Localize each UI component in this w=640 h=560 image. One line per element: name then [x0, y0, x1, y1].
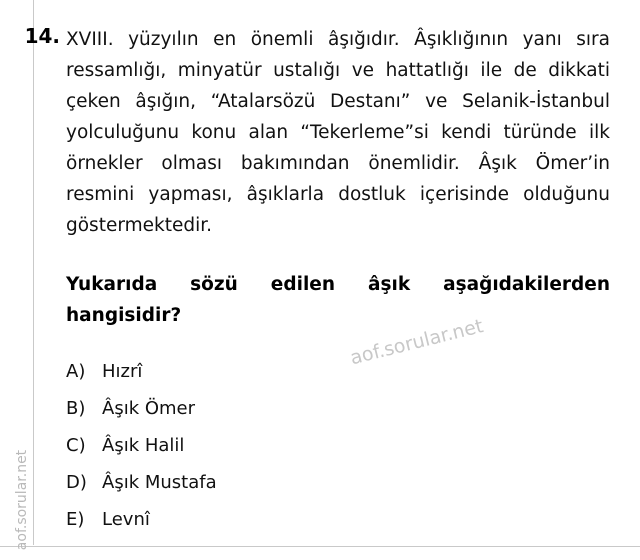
- option-letter: C): [66, 435, 86, 456]
- list-item[interactable]: [66, 358, 610, 386]
- question-body: [66, 24, 610, 331]
- answer-options: [66, 358, 610, 543]
- watermark-left: aof.sorular.net: [14, 449, 30, 551]
- option-text: Âşık Halil: [102, 435, 185, 456]
- option-text: Levnî: [102, 509, 150, 530]
- watermark-center: aof.sorular.net: [348, 315, 486, 370]
- option-letter: A): [66, 361, 86, 382]
- question-text: XVIII. yüzyılın en önemli âşığıdır. Âşıklığının yanı sıra ressamlığı, minyatür ustalığı ve hattatlığı ile de dikkati çeken âşığın, “Atalarsözü Destanı” ve Selanik-İstanbul yolculuğunu konu alan “Tekerleme”si kendi türünde ilk örnekler olması bakımından önemlidir. Âşık Ömer’in resmini yapması, âşıklarla dostluk içerisinde olduğunu göstermektedir.: [66, 29, 610, 236]
- option-text: Hızrî: [102, 361, 143, 382]
- option-text: Âşık Mustafa: [102, 472, 217, 493]
- option-text: Âşık Ömer: [102, 398, 196, 419]
- list-item[interactable]: [66, 506, 610, 534]
- question-number: 14.: [24, 24, 60, 48]
- question-prompt: Yukarıda sözü edilen âşık aşağıdakilerden hangisidir?: [66, 274, 610, 326]
- list-item[interactable]: [66, 395, 610, 423]
- left-margin-rule: [33, 0, 34, 545]
- option-letter: E): [66, 509, 85, 530]
- option-letter: D): [66, 472, 87, 493]
- bottom-divider: [0, 546, 640, 547]
- list-item[interactable]: [66, 469, 610, 497]
- option-letter: B): [66, 398, 86, 419]
- list-item[interactable]: [66, 432, 610, 460]
